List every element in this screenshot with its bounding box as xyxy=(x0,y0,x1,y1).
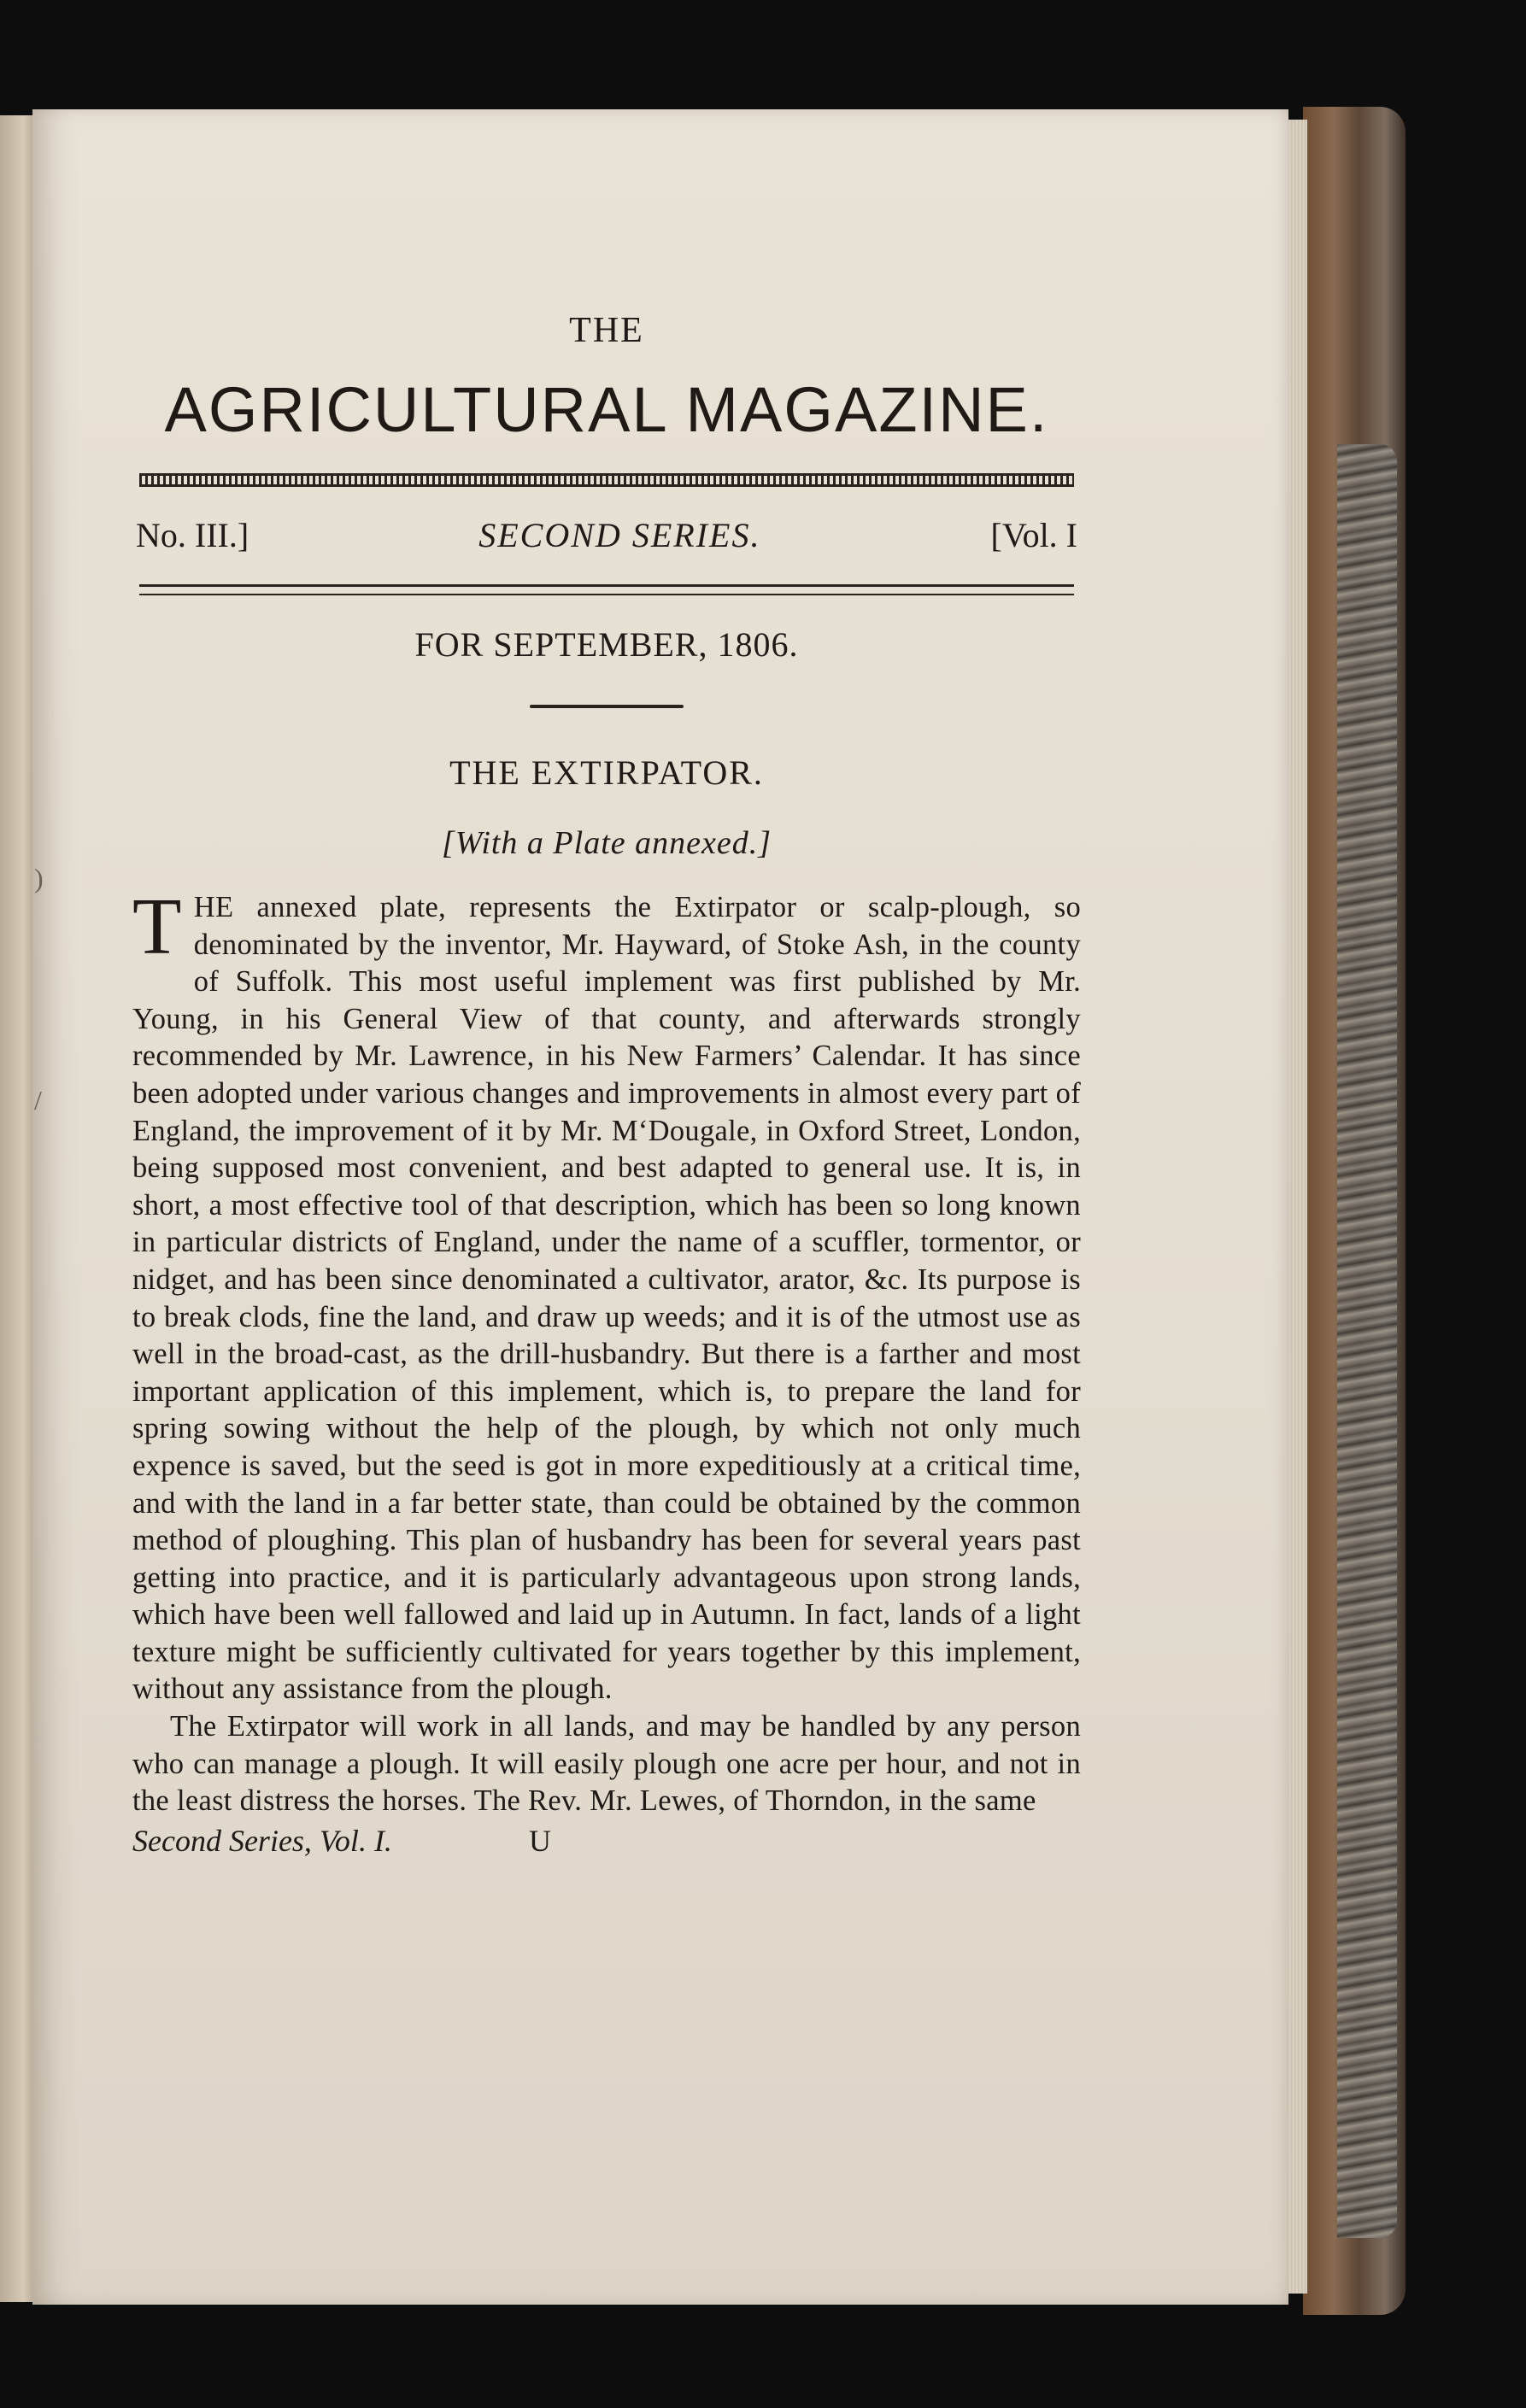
article-subtitle: [With a Plate annexed.] xyxy=(441,825,772,861)
article-title: THE EXTIRPATOR. xyxy=(449,753,764,792)
paragraph-2: The Extirpator will work in all lands, and may be handled by any person who can manage a plough. It will easily plough one acre per hour, and not in the least distress the horses. The Rev. Mr. Lewes, of Thorndon, in the same xyxy=(132,1710,1081,1818)
article-body xyxy=(132,882,1081,1820)
short-rule xyxy=(530,705,684,708)
page-content xyxy=(132,308,1081,1860)
drop-cap: T xyxy=(132,882,182,971)
footer-series-volume: Second Series, Vol. I. xyxy=(132,1823,392,1858)
margin-mark: ) xyxy=(34,863,44,893)
paragraph-1 xyxy=(132,882,1081,1708)
volume-label: [Vol. I xyxy=(990,515,1077,554)
margin-mark: / xyxy=(34,1085,42,1116)
magazine-title: AGRICULTURAL MAGAZINE. xyxy=(164,374,1049,445)
double-rule xyxy=(139,584,1074,595)
paragraph-1-text: HE annexed plate, represents the Extirpator or scalp-plough, so denominated by the inventor, Mr. Hayward, of Stoke Ash, in the county of Suffolk. This most useful implement was first published by Mr. Young, in his General View of that county, and afterwards strongly recommended by Mr. Lawrence, in his New Farmers’ Calendar. It has since been adopted under various changes and improvements in almost every part of England, the improvement of it by Mr. M‘Dougale, in Oxford Street, London, being supposed most convenient, and best adapted to general use. It is, in short, a most effective tool of that description, which has been so long known in particular districts of England, under the name of a scuffler, tormentor, or nidget, and has been since denominated a cultivator, arator, &c. Its purpose is to break clods, fine the land, and draw up weeds; and it is of the utmost use as well in the broad-cast, as the drill-husbandry. But there is a farther and most important application of this implement, which is, to prepare the land for spring sowing without the help of the plough, by which not only much expence is saved, but the seed is got in more expeditiously at a critical time, and with the land in a far better state, than could be obtained by the common method of ploughing. This plan of husbandry has been for several years past getting into practice, and it is particularly advantageous upon strong lands, which have been well fallowed and laid up in Autumn. In fact, lands of a light texture might be sufficiently cultivated for years together by this implement, without any assistance from the plough. xyxy=(132,891,1081,1706)
page-footer xyxy=(132,1822,1081,1860)
marbled-fore-edge xyxy=(1337,444,1397,2238)
signature-mark: U xyxy=(528,1823,551,1858)
series-label: SECOND SERIES. xyxy=(478,515,761,554)
header-the: THE xyxy=(569,311,644,350)
series-row xyxy=(136,511,1077,559)
issue-date: FOR SEPTEMBER, 1806. xyxy=(414,625,799,664)
ornamental-rule xyxy=(139,473,1074,487)
issue-number: No. III.] xyxy=(136,515,249,554)
